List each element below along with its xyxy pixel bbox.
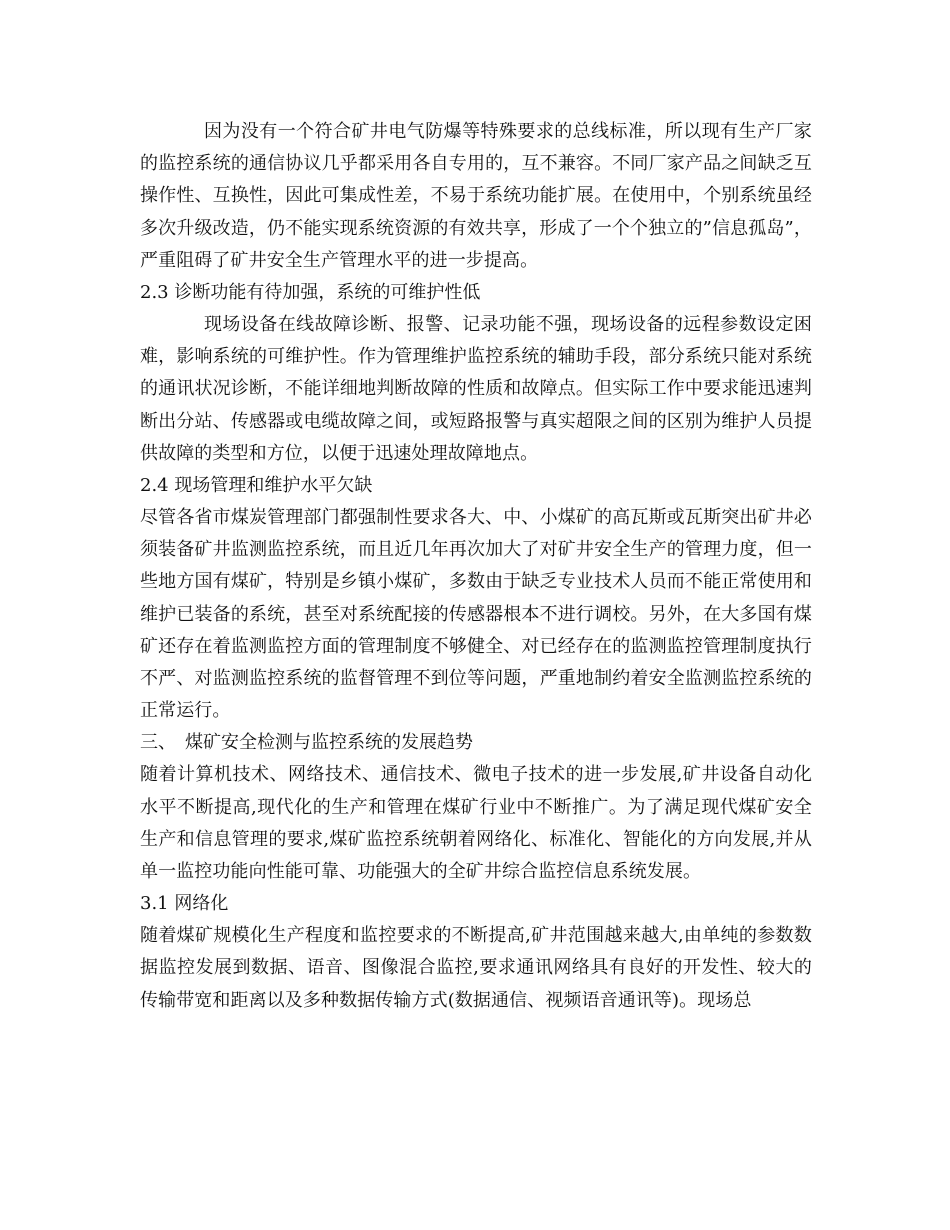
paragraph-standards-compatibility: 因为没有一个符合矿井电气防爆等特殊要求的总线标准，所以现有生产厂家的监控系统的通信协议几乎都采用各自专用的，互不兼容。不同厂家产品之间缺乏互操作性、互换性，因此可集成性差，不易于系统功能扩展。在使用中，个别系统虽经多次升级改造，仍不能实现系统资源的有效共享，形成了一个个独立的”信息孤岛”，严重阻碍了矿井安全生产管理水平的进一步提高。: [140, 121, 812, 271]
section-heading-2-3: 2.3 诊断功能有待加强，系统的可维护性低: [140, 282, 481, 304]
paragraph-diagnostics: 现场设备在线故障诊断、报警、记录功能不强，现场设备的远程参数设定困难，影响系统的可维护性。作为管理维护监控系统的辅助手段，部分系统只能对系统的通讯状况诊断，不能详细地判断故障的性质和故障点。但实际工作中要求能迅速判断出分站、传感器或电缆故障之间，或短路报警与真实超限之间的区别为维护人员提供故障的类型和方位，以便于迅速处理故障地点。: [140, 314, 812, 464]
paragraph-management-maintenance: 尽管各省市煤炭管理部门都强制性要求各大、中、小煤矿的高瓦斯或瓦斯突出矿井必须装备矿井监测监控系统，而且近几年再次加大了对矿井安全生产的管理力度，但一些地方国有煤矿，特别是乡镇小煤矿，多数由于缺乏专业技术人员而不能正常使用和维护已装备的系统，甚至对系统配接的传感器根本不进行调校。另外，在大多国有煤矿还存在着监测监控方面的管理制度不够健全、对已经存在的监测监控管理制度执行不严、对监测监控系统的监督管理不到位等问题，严重地制约着安全监测监控系统的正常运行。: [140, 507, 812, 722]
chapter-heading-3: 三、 煤矿安全检测与监控系统的发展趋势: [140, 732, 473, 754]
section-heading-2-4: 2.4 现场管理和维护水平欠缺: [140, 475, 373, 497]
paragraph-development-trends: 随着计算机技术、网络技术、通信技术、微电子技术的进一步发展,矿井设备自动化水平不断提高,现代化的生产和管理在煤矿行业中不断推广。为了满足现代煤矿安全生产和信息管理的要求,煤矿监控系统朝着网络化、标准化、智能化的方向发展,并从单一监控功能向性能可靠、功能强大的全矿井综合监控信息系统发展。: [140, 764, 812, 883]
paragraph-networking: 随着煤矿规模化生产程度和监控要求的不断提高,矿井范围越来越大,由单纯的参数数据监控发展到数据、语音、图像混合监控,要求通讯网络具有良好的开发性、较大的传输带宽和距离以及多种数据传输方式(数据通信、视频语音通讯等)。现场总: [140, 925, 812, 1011]
document-body: [140, 116, 812, 1017]
section-heading-3-1: 3.1 网络化: [140, 893, 229, 915]
